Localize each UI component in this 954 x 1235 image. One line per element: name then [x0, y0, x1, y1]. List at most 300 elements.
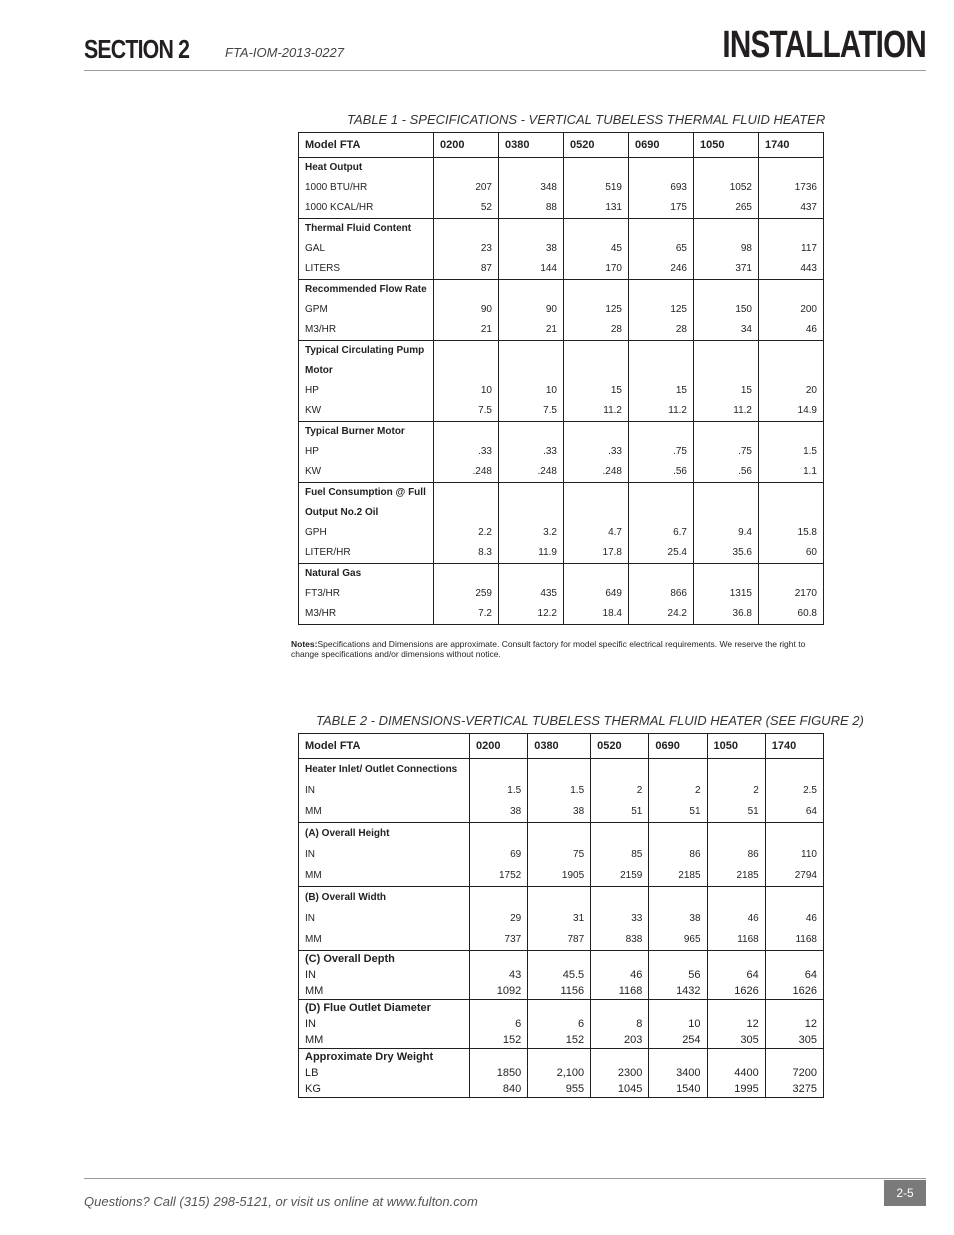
group-title: Fuel Consumption @ Full [305, 487, 426, 498]
spacer [765, 158, 817, 178]
spacer [476, 823, 521, 844]
value-cell [629, 564, 694, 625]
value-cell [629, 341, 694, 422]
value-cell [759, 483, 824, 564]
group-label-cell [299, 1000, 470, 1049]
value: .75 [738, 446, 752, 457]
value: 1092 [496, 985, 522, 997]
value: 52 [480, 202, 492, 213]
value-cell [707, 1049, 765, 1098]
value-cell [528, 1049, 591, 1098]
value-cell [707, 951, 765, 1000]
spacer [440, 219, 492, 239]
unit-label: LB [305, 1067, 319, 1079]
unit-label: MM [305, 985, 324, 997]
value-cell [564, 219, 629, 280]
group-title: (D) Flue Outlet Diameter [305, 1002, 431, 1014]
spacer [700, 564, 752, 584]
value-cell [470, 823, 528, 887]
value-cell [499, 158, 564, 219]
spec-group-row [299, 158, 824, 219]
spacer [772, 951, 817, 967]
spacer [655, 759, 700, 780]
value: 4400 [734, 1067, 759, 1079]
value: 2.2 [478, 527, 492, 538]
value: 46 [805, 324, 817, 335]
value-cell [629, 280, 694, 341]
unit-label: MM [305, 934, 322, 945]
value: 31 [573, 913, 585, 924]
value: .33 [608, 446, 622, 457]
group-title: Natural Gas [305, 568, 362, 579]
spacer [772, 1049, 817, 1065]
spacer [765, 341, 817, 361]
value-cell [591, 823, 649, 887]
value-cell [564, 564, 629, 625]
spacer [597, 887, 642, 908]
value: 46 [805, 913, 817, 924]
value: 305 [740, 1034, 759, 1046]
value: .248 [602, 466, 622, 477]
spacer [505, 158, 557, 178]
value: 265 [735, 202, 752, 213]
value: 21 [545, 324, 557, 335]
value: 1.5 [803, 446, 817, 457]
group-label-cell [299, 759, 470, 823]
group-title: Motor [305, 365, 333, 376]
value: 7200 [792, 1067, 817, 1079]
value-cell [759, 564, 824, 625]
value: 1168 [737, 934, 759, 945]
notes-label: Notes: [291, 639, 318, 649]
footer-divider [84, 1178, 926, 1179]
header-row [299, 133, 824, 158]
spec-group-row [299, 823, 824, 887]
spacer [476, 887, 521, 908]
value: 9.4 [738, 527, 752, 538]
page-header [84, 24, 926, 71]
value-cell [765, 759, 823, 823]
value: 45.5 [562, 969, 585, 981]
value: 1045 [617, 1083, 643, 1095]
value: 11.2 [733, 405, 752, 416]
value: 1.5 [570, 785, 585, 796]
unit-label: 1000 KCAL/HR [305, 202, 374, 213]
spacer [700, 483, 752, 503]
spacer [700, 219, 752, 239]
unit-label: GPH [305, 527, 327, 538]
value: 69 [510, 849, 522, 860]
value: 38 [573, 806, 585, 817]
value: 90 [545, 304, 557, 315]
value: 170 [605, 263, 622, 274]
value: 2185 [678, 870, 701, 881]
spacer [700, 341, 752, 361]
value: 17.8 [602, 547, 622, 558]
value: 35.6 [732, 547, 752, 558]
value: 7.2 [478, 608, 492, 619]
column-header-1050: 1050 [694, 133, 759, 158]
value: 25.4 [667, 547, 687, 558]
spacer [570, 158, 622, 178]
value-cell [629, 422, 694, 483]
group-title: Heat Output [305, 162, 363, 173]
group-label-cell [299, 887, 470, 951]
value: 1752 [498, 870, 522, 881]
value-cell [564, 483, 629, 564]
value-cell [528, 887, 591, 951]
value-cell [649, 823, 707, 887]
unit-label: IN [305, 849, 315, 860]
spacer [765, 483, 817, 503]
value-cell [765, 1000, 823, 1049]
header-row [299, 734, 824, 759]
value: 1315 [729, 588, 752, 599]
footer-contact: Questions? Call (315) 298-5121, or visit us online at www.fulton.com [84, 1194, 478, 1209]
value: 150 [735, 304, 752, 315]
value: 64 [746, 969, 759, 981]
group-title: (C) Overall Depth [305, 953, 395, 965]
value-cell [528, 823, 591, 887]
spacer [440, 483, 492, 503]
value: 1432 [676, 985, 701, 997]
group-title: (A) Overall Height [305, 828, 390, 839]
unit-label: IN [305, 913, 315, 924]
spec-group-row [299, 422, 824, 483]
value: 11.2 [603, 405, 622, 416]
value: 38 [510, 806, 522, 817]
value-cell [528, 759, 591, 823]
unit-label: MM [305, 806, 322, 817]
value: 7.5 [478, 405, 492, 416]
specifications-table [298, 132, 824, 625]
value: 46 [747, 913, 759, 924]
value: 840 [502, 1083, 522, 1095]
spacer [765, 564, 817, 584]
spacer [655, 951, 700, 967]
value: 1.5 [507, 785, 522, 796]
value: 838 [625, 934, 643, 945]
column-header-0690: 0690 [649, 734, 707, 759]
spacer [597, 951, 642, 967]
value: 254 [682, 1034, 701, 1046]
group-title: Recommended Flow Rate [305, 284, 427, 295]
spacer [570, 219, 622, 239]
column-header-0200: 0200 [470, 734, 528, 759]
spacer [635, 422, 687, 442]
value: 4.7 [608, 527, 622, 538]
value: 649 [605, 588, 622, 599]
value: 3.2 [543, 527, 557, 538]
value: 51 [747, 806, 759, 817]
value: 2,100 [556, 1067, 585, 1079]
value: 2159 [620, 870, 643, 881]
value: 2.5 [803, 785, 817, 796]
spacer [570, 422, 622, 442]
spacer [476, 951, 521, 967]
value-cell [528, 951, 591, 1000]
unit-label: FT3/HR [305, 588, 340, 599]
value-cell [564, 341, 629, 422]
value: 2185 [736, 870, 759, 881]
spacer [765, 219, 817, 239]
spacer [440, 564, 492, 584]
spacer [655, 1000, 700, 1016]
value: 75 [573, 849, 585, 860]
spacer [772, 887, 817, 908]
value-cell [759, 422, 824, 483]
spacer [635, 280, 687, 300]
group-label-cell [299, 158, 434, 219]
value: 29 [510, 913, 522, 924]
column-header-1050: 1050 [707, 734, 765, 759]
spacer [765, 422, 817, 442]
unit-label: HP [305, 385, 319, 396]
value: 965 [683, 934, 701, 945]
value: .33 [478, 446, 492, 457]
document-code: FTA-IOM-2013-0227 [225, 45, 344, 60]
value-cell [694, 280, 759, 341]
unit-label: LITERS [305, 263, 341, 274]
value: 87 [480, 263, 492, 274]
value-cell [434, 422, 499, 483]
value: 3275 [792, 1083, 817, 1095]
unit-label: IN [305, 785, 315, 796]
value-cell [434, 341, 499, 422]
value-cell [759, 158, 824, 219]
spacer [597, 1000, 642, 1016]
spec-group-row [299, 280, 824, 341]
value-cell [629, 483, 694, 564]
spacer [505, 422, 557, 442]
value: .248 [472, 466, 492, 477]
unit-label: 1000 BTU/HR [305, 182, 368, 193]
unit-label: MM [305, 1034, 324, 1046]
unit-label: LITER/HR [305, 547, 351, 558]
spacer [505, 483, 557, 503]
value: 1626 [792, 985, 817, 997]
group-label-cell [299, 280, 434, 341]
value: 43 [508, 969, 522, 981]
value: 85 [631, 849, 643, 860]
value-cell [434, 564, 499, 625]
value: 6 [515, 1018, 522, 1030]
value: 60 [805, 547, 817, 558]
value-cell [629, 158, 694, 219]
value: 443 [800, 263, 817, 274]
spacer [505, 503, 557, 523]
value: 203 [623, 1034, 643, 1046]
value-cell [694, 158, 759, 219]
value-cell [434, 483, 499, 564]
value: 60.8 [797, 608, 817, 619]
spacer [635, 341, 687, 361]
value: 6 [578, 1018, 585, 1030]
value: 1168 [618, 985, 643, 997]
spec-group-row [299, 1000, 824, 1049]
value: 7.5 [543, 405, 557, 416]
value: 34 [740, 324, 752, 335]
value-cell [499, 219, 564, 280]
value: 110 [801, 849, 817, 860]
value: 1156 [560, 985, 585, 997]
spacer [476, 1000, 521, 1016]
unit-label: MM [305, 870, 322, 881]
value: 131 [605, 202, 622, 213]
value-cell [499, 280, 564, 341]
value-cell [499, 483, 564, 564]
value-cell [499, 564, 564, 625]
spacer [765, 503, 817, 523]
unit-label: M3/HR [305, 608, 337, 619]
spec-group-row [299, 759, 824, 823]
value: 2794 [794, 870, 817, 881]
group-title: Output No.2 Oil [305, 507, 379, 518]
group-title: Typical Burner Motor [305, 426, 405, 437]
spacer [505, 341, 557, 361]
value: 144 [540, 263, 557, 274]
value: 125 [605, 304, 622, 315]
group-title: Approximate Dry Weight [305, 1051, 434, 1063]
spacer [534, 1049, 584, 1065]
group-label-cell [299, 341, 434, 422]
spacer [440, 503, 492, 523]
spacer [772, 759, 817, 780]
value: 3400 [676, 1067, 701, 1079]
spec-group-row [299, 219, 824, 280]
value: 1736 [794, 182, 817, 193]
value: 10 [480, 385, 492, 396]
value-cell [707, 759, 765, 823]
spacer [772, 823, 817, 844]
value-cell [649, 759, 707, 823]
value-cell [649, 1000, 707, 1049]
spacer [635, 503, 687, 523]
spec-group-row [299, 1049, 824, 1098]
value: 305 [798, 1034, 817, 1046]
value: 787 [567, 934, 585, 945]
spacer [534, 1000, 584, 1016]
group-label-cell [299, 951, 470, 1000]
value: .248 [537, 466, 557, 477]
spacer [655, 887, 700, 908]
group-label-cell [299, 219, 434, 280]
value: 36.8 [732, 608, 752, 619]
spec-group-row [299, 951, 824, 1000]
value-cell [470, 951, 528, 1000]
value: 348 [540, 182, 557, 193]
value-cell [759, 219, 824, 280]
unit-label: KG [305, 1083, 321, 1095]
value: 737 [504, 934, 522, 945]
unit-label: GPM [305, 304, 328, 315]
value: 1905 [561, 870, 585, 881]
value: 12 [746, 1018, 759, 1030]
value: 24.2 [667, 608, 687, 619]
value: 6.7 [673, 527, 687, 538]
spacer [534, 951, 584, 967]
spacer [440, 341, 492, 361]
spacer [440, 280, 492, 300]
value: 2 [753, 785, 759, 796]
group-label-cell [299, 422, 434, 483]
value: 1540 [676, 1083, 701, 1095]
spacer [714, 759, 759, 780]
page-title: INSTALLATION [722, 24, 926, 66]
value: 371 [735, 263, 752, 274]
value-cell [591, 759, 649, 823]
value-cell [434, 219, 499, 280]
group-label-cell [299, 564, 434, 625]
spacer [505, 361, 557, 381]
value: 8.3 [478, 547, 492, 558]
value-cell [564, 280, 629, 341]
value: 46 [630, 969, 643, 981]
value: 1850 [496, 1067, 522, 1079]
spacer [570, 280, 622, 300]
value: 955 [565, 1083, 585, 1095]
value: 2170 [794, 588, 817, 599]
value: 10 [688, 1018, 701, 1030]
value: 38 [545, 243, 557, 254]
value: 1.1 [803, 466, 817, 477]
value-cell [694, 422, 759, 483]
value: 117 [801, 243, 817, 254]
value-cell [470, 1000, 528, 1049]
spacer [714, 1049, 759, 1065]
value: 15 [610, 385, 622, 396]
value: .33 [543, 446, 557, 457]
value: 519 [605, 182, 622, 193]
spacer [570, 361, 622, 381]
spacer [597, 823, 642, 844]
spacer [570, 483, 622, 503]
value: 20 [805, 385, 817, 396]
value-cell [707, 887, 765, 951]
value-cell [499, 422, 564, 483]
value-cell [470, 1049, 528, 1098]
spacer [765, 280, 817, 300]
spacer [700, 361, 752, 381]
value-cell [694, 219, 759, 280]
spec-group-row [299, 483, 824, 564]
spacer [635, 483, 687, 503]
column-header-0380: 0380 [499, 133, 564, 158]
value-cell [759, 280, 824, 341]
value: 86 [689, 849, 701, 860]
value: 64 [804, 969, 817, 981]
spacer [570, 341, 622, 361]
spacer [570, 503, 622, 523]
value: 12.2 [537, 608, 557, 619]
value: 2 [694, 785, 701, 796]
spacer [714, 887, 759, 908]
group-title: Typical Circulating Pump [305, 345, 425, 356]
value: 12 [804, 1018, 817, 1030]
value-cell [694, 564, 759, 625]
notes-text: Specifications and Dimensions are approximate. Consult factory for model specific electrical requirements. We reserve the right to change specifications and/or dimensions without notice. [291, 639, 806, 659]
group-label-cell [299, 483, 434, 564]
value-cell [470, 759, 528, 823]
value: 38 [689, 913, 701, 924]
value: 2300 [617, 1067, 643, 1079]
spacer [772, 1000, 817, 1016]
column-header-0520: 0520 [564, 133, 629, 158]
spacer [534, 887, 584, 908]
value: 10 [545, 385, 557, 396]
spacer [655, 823, 700, 844]
value: 86 [747, 849, 759, 860]
